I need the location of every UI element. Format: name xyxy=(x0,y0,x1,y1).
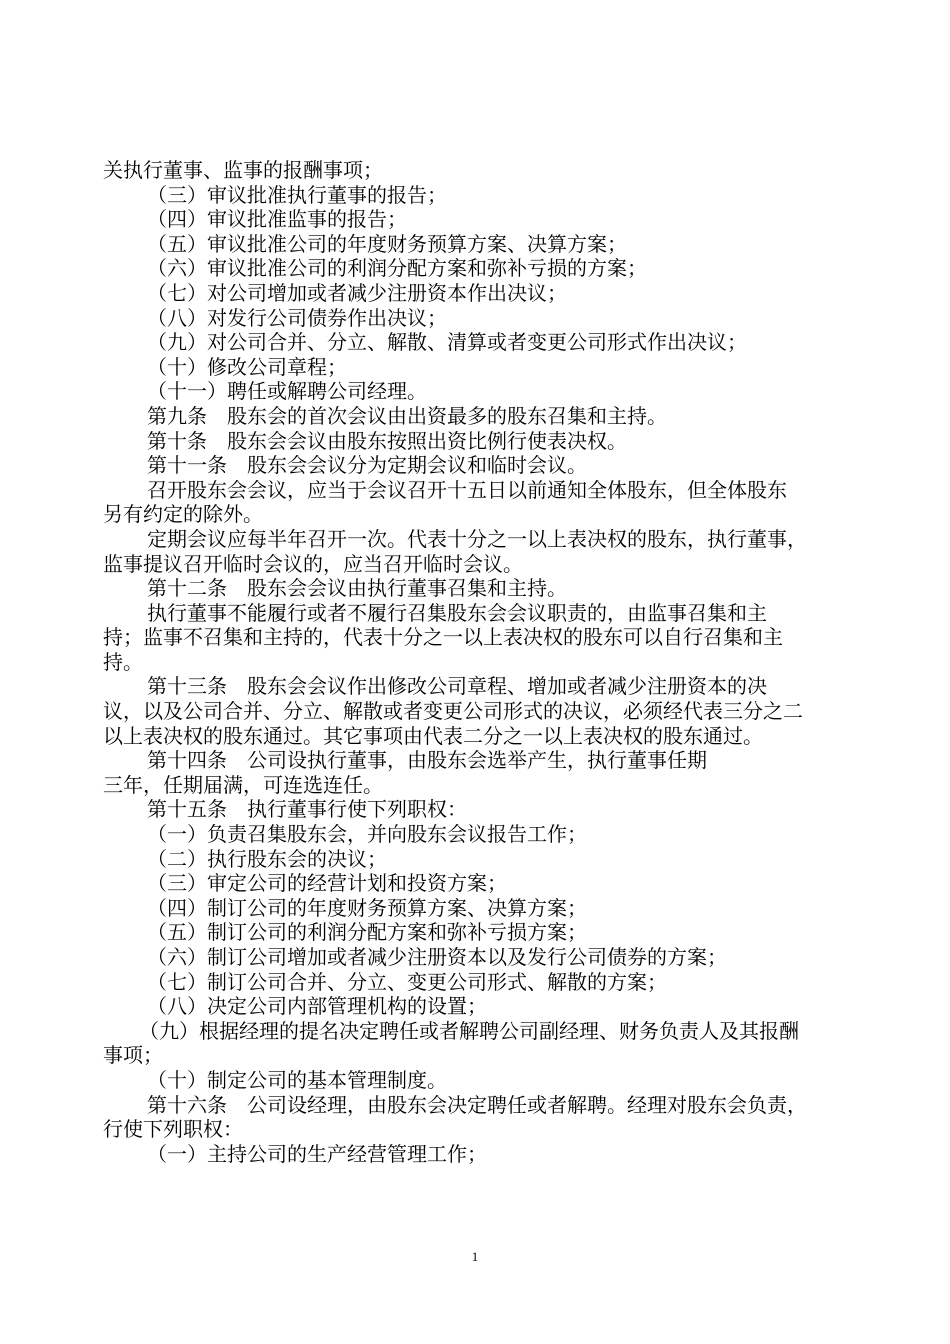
text-line: （六）审议批准公司的利润分配方案和弥补亏损的方案； xyxy=(147,256,647,281)
text-line: 第十二条 股东会会议由执行董事召集和主持。 xyxy=(147,576,567,601)
text-line: 第十一条 股东会会议分为定期会议和临时会议。 xyxy=(147,453,587,478)
text-line: （十）修改公司章程； xyxy=(147,354,347,379)
text-line: 以上表决权的股东通过。其它事项由代表二分之一以上表决权的股东通过。 xyxy=(103,723,763,748)
text-line: 议，以及公司合并、分立、解散或者变更公司形式的决议，必须经代表三分之二 xyxy=(103,699,803,724)
text-line: 执行董事不能履行或者不履行召集股东会会议职责的，由监事召集和主 xyxy=(147,600,767,625)
text-line: 召开股东会会议，应当于会议召开十五日以前通知全体股东，但全体股东 xyxy=(147,477,787,502)
text-line: 第九条 股东会的首次会议由出资最多的股东召集和主持。 xyxy=(147,403,667,428)
text-line: （十一）聘任或解聘公司经理。 xyxy=(147,379,427,404)
text-line: （六）制订公司增加或者减少注册资本以及发行公司债券的方案； xyxy=(147,945,727,969)
text-line: （三）审议批准执行董事的报告； xyxy=(147,182,447,207)
text-line: 第十五条 执行董事行使下列职权： xyxy=(147,797,467,822)
text-line: （五）制订公司的利润分配方案和弥补亏损方案； xyxy=(147,920,587,945)
text-line: 监事提议召开临时会议的，应当召开临时会议。 xyxy=(103,551,523,576)
text-line: 定期会议应每半年召开一次。代表十分之一以上表决权的股东，执行董事， xyxy=(147,526,807,551)
text-line: （七）制订公司合并、分立、变更公司形式、解散的方案； xyxy=(147,969,667,994)
text-line: 关执行董事、监事的报酬事项； xyxy=(103,158,383,182)
text-line: 第十四条 公司设执行董事，由股东会选举产生，执行董事任期 xyxy=(147,748,707,773)
text-line: 行使下列职权： xyxy=(103,1117,243,1142)
text-line: （十）制定公司的基本管理制度。 xyxy=(147,1067,447,1092)
text-line: 持；监事不召集和主持的，代表十分之一以上表决权的股东可以自行召集和主 xyxy=(103,625,783,650)
text-line: 三年，任期届满，可连选连任。 xyxy=(103,772,383,797)
text-line: （三）审定公司的经营计划和投资方案； xyxy=(147,871,507,896)
text-line: （一）主持公司的生产经营管理工作； xyxy=(147,1141,487,1166)
text-line: 事项； xyxy=(103,1043,163,1068)
text-line: 第十六条 公司设经理，由股东会决定聘任或者解聘。经理对股东会负责， xyxy=(147,1092,807,1117)
text-line: （四）制订公司的年度财务预算方案、决算方案； xyxy=(147,895,587,920)
text-line: （二）执行股东会的决议； xyxy=(147,846,387,871)
text-line: 第十三条 股东会会议作出修改公司章程、增加或者减少注册资本的决 xyxy=(147,674,767,699)
text-line: 持。 xyxy=(103,649,143,674)
text-line: （五）审议批准公司的年度财务预算方案、决算方案； xyxy=(147,231,627,256)
text-line: （四）审议批准监事的报告； xyxy=(147,207,407,232)
text-line: （八）对发行公司债券作出决议； xyxy=(147,305,447,330)
text-line: （九）根据经理的提名决定聘任或者解聘公司副经理、财务负责人及其报酬 xyxy=(139,1018,799,1043)
document-page xyxy=(103,158,853,1166)
text-line: （八）决定公司内部管理机构的设置； xyxy=(147,994,487,1019)
text-line: 另有约定的除外。 xyxy=(103,502,263,527)
text-line: （七）对公司增加或者减少注册资本作出决议； xyxy=(147,280,567,305)
text-line: （九）对公司合并、分立、解散、清算或者变更公司形式作出决议； xyxy=(147,330,747,355)
text-line: （一）负责召集股东会，并向股东会议报告工作； xyxy=(147,822,587,847)
page-number: 1 xyxy=(471,1249,479,1264)
text-line: 第十条 股东会会议由股东按照出资比例行使表决权。 xyxy=(147,428,627,453)
